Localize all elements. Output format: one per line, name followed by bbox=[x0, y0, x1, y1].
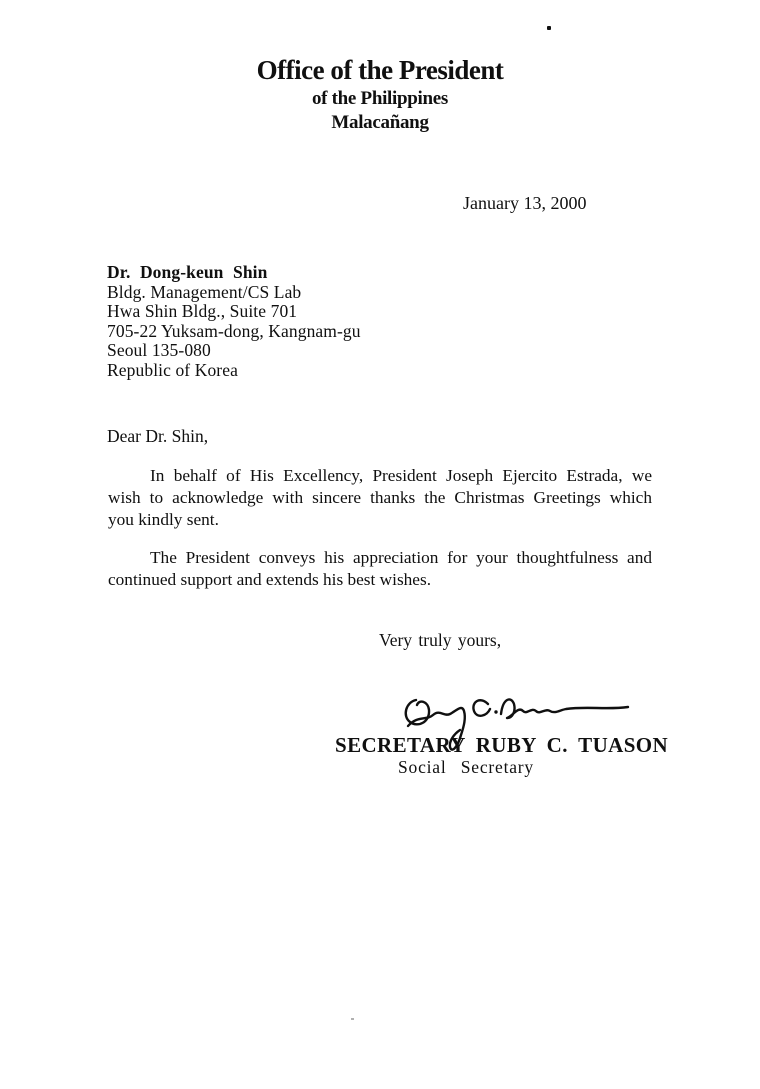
recipient-address-block bbox=[107, 263, 361, 381]
recipient-address-line: 705-22 Yuksam-dong, Kangnam-gu bbox=[107, 320, 361, 341]
salutation: Dear Dr. Shin, bbox=[107, 426, 209, 446]
signer-name: SECRETARY RUBY C. TUASON bbox=[335, 733, 669, 757]
letterhead-palace-line: Malacañang bbox=[331, 112, 429, 133]
recipient-address-line: Hwa Shin Bldg., Suite 701 bbox=[107, 301, 298, 322]
letterhead-country-line: of the Philippines bbox=[311, 88, 449, 109]
recipient-address-line: Republic of Korea bbox=[107, 359, 238, 380]
scan-speck bbox=[547, 26, 551, 30]
body-paragraph-1 bbox=[108, 465, 652, 531]
body-line: you kindly sent. bbox=[108, 510, 219, 529]
body-line: wish to acknowledge with sincere thanks the Christmas Greetings which bbox=[108, 488, 652, 507]
recipient-address-line: Bldg. Management/CS Lab bbox=[107, 281, 302, 302]
signer-title: Social Secretary bbox=[398, 757, 534, 777]
recipient-name: Dr. Dong-keun Shin bbox=[107, 262, 268, 282]
body-line: continued support and extends his best wishes. bbox=[108, 570, 432, 589]
closing-phrase: Very truly yours, bbox=[379, 630, 502, 650]
recipient-address-line: Seoul 135-080 bbox=[107, 340, 211, 361]
letterhead-office-line: Office of the President bbox=[256, 55, 504, 85]
body-line: In behalf of His Excellency, President Joseph Ejercito Estrada, we bbox=[150, 466, 652, 485]
body-paragraph-2 bbox=[108, 547, 652, 591]
letterhead bbox=[0, 53, 760, 135]
date-line: January 13, 2000 bbox=[463, 193, 587, 213]
letter-body bbox=[108, 465, 652, 591]
body-line: The President conveys his appreciation for your thoughtfulness and bbox=[150, 548, 652, 567]
scan-speck bbox=[351, 1018, 354, 1020]
